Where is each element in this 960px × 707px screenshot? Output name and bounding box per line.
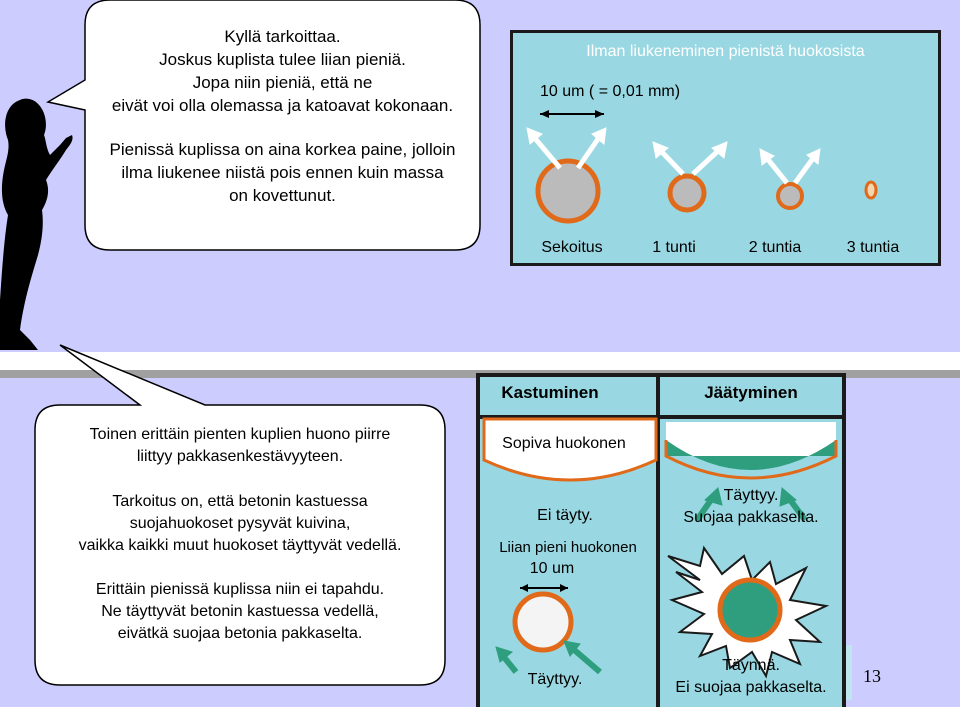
bubble-bottom-p2-line-3: vaikka kaikki muut huokoset täyttyvät vedellä. — [78, 537, 402, 554]
bubble-top-line-2: Joskus kuplista tulee liian pieniä. — [159, 50, 406, 69]
stage-3-hours: 3 tuntia — [846, 239, 900, 256]
bubble-bottom-p2-line-1: Tarkoitus on, että betonin kastuessa — [112, 493, 368, 510]
fills2-label: Täyttyy. — [527, 671, 583, 688]
frozen-pore-top — [666, 422, 836, 456]
fills-label: Täyttyy. — [723, 487, 779, 504]
dissolution-panel-title: Ilman liukeneminen pienistä huokosista — [586, 43, 865, 60]
no-protect-label: Ei suojaa pakkaselta. — [675, 679, 827, 696]
stage-2-hours: 2 tuntia — [748, 239, 802, 256]
small-scale-label: 10 um — [529, 560, 575, 577]
small-scale-arrow-left-icon — [520, 584, 528, 592]
bubble-bottom-p1-line-2: liittyy pakkasenkestävyyteen. — [136, 448, 344, 465]
bubble-top-para2-line-3: on kovettunut. — [229, 186, 336, 205]
too-small-pore-label: Liian pieni huokonen — [499, 539, 637, 556]
bubble-bottom-p3-line-3: eivätkä suojaa betonia pakkaselta. — [117, 625, 363, 642]
col-header-wetting: Kastuminen — [501, 383, 599, 402]
bubble-top-para2-line-2: ilma liukenee niistä pois ennen kuin massa — [121, 163, 444, 182]
bubble-top-line-1: Kyllä tarkoittaa. — [224, 27, 341, 46]
small-pore-shape — [515, 594, 571, 650]
bubble-top-para2-line-1: Pienissä kuplissa on aina korkea paine, jolloin — [109, 140, 456, 159]
bubble-bottom-p3-line-1: Erittäin pienissä kuplissa niin ei tapahdu. — [95, 581, 385, 598]
suitable-pore-label: Sopiva huokonen — [502, 435, 626, 452]
dissolution-scale-label: 10 um ( = 0,01 mm) — [540, 83, 681, 100]
bubble-top-line-3: Jopa niin pieniä, että ne — [192, 73, 373, 92]
stage-1-hour: 1 tunti — [652, 239, 696, 256]
bubble-bottom-p3-line-2: Ne täyttyvät betonin kastuessa vedellä, — [101, 603, 379, 620]
protects-label: Suojaa pakkaselta. — [683, 509, 819, 526]
full-label: Täynnä. — [722, 657, 780, 674]
bubble-bottom-p2-line-2: suojahuokoset pysyvät kuivina, — [129, 515, 351, 532]
not-filled-label: Ei täyty. — [537, 507, 593, 524]
bubble-top-line-4: eivät voi olla olemassa ja katoavat kokonaan. — [111, 96, 454, 115]
filled-pore-shape — [720, 580, 780, 640]
stage-mixing: Sekoitus — [541, 239, 603, 256]
bubble-bottom-p1-line-1: Toinen erittäin pienten kuplien huono piirre — [89, 426, 391, 443]
small-scale-arrow-right-icon — [560, 584, 568, 592]
col-header-freezing: Jäätyminen — [704, 383, 798, 402]
page-number: 13 — [863, 666, 881, 686]
